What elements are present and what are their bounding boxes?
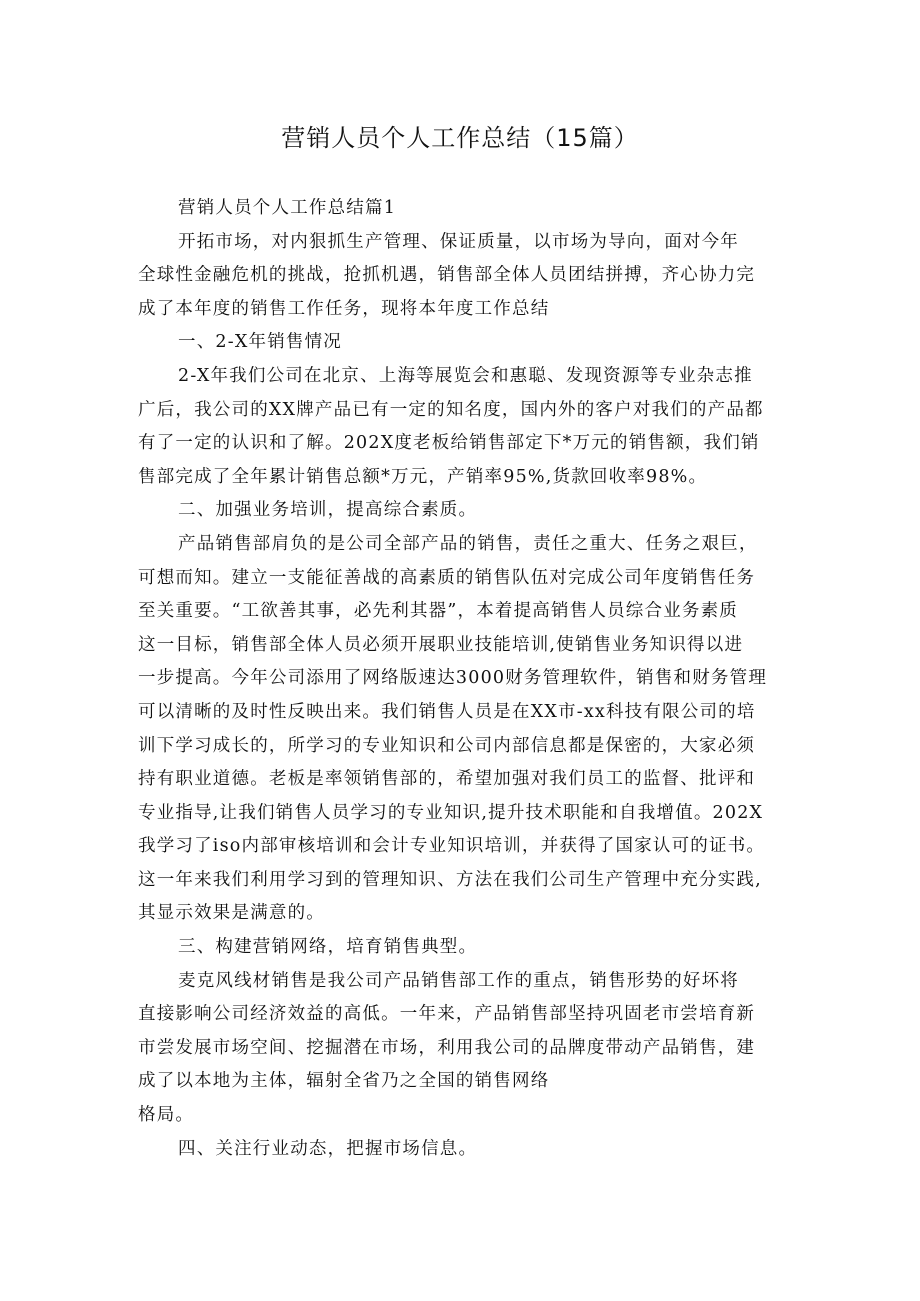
section-heading: 四、关注行业动态，把握市场信息。 [178, 1138, 478, 1159]
section-heading: 营销人员个人工作总结篇1 [178, 198, 397, 218]
paragraph-line: 2-X年我们公司在北京、上海等展览会和惠聪、发现资源等专业杂志推 [178, 365, 753, 386]
paragraph-line: 成了本年度的销售工作任务，现将本年度工作总结 [138, 298, 550, 319]
paragraph-line: 市尝发展市场空间、挖掘潜在市场，利用我公司的品牌度带动产品销售，建 [138, 1037, 756, 1058]
paragraph-line: 我学习了iso内部审核培训和会计专业知识培训，并获得了国家认可的证书。 [138, 836, 766, 857]
paragraph-line: 全球性金融危机的挑战，抢抓机遇，销售部全体人员团结拼搏，齐心协力完 [138, 265, 756, 286]
paragraph-line: 麦克风线材销售是我公司产品销售部工作的重点，销售形势的好坏将 [178, 970, 739, 991]
paragraph-line: 专业指导,让我们销售人员学习的专业知识,提升技术职能和自我增值。202X [138, 802, 764, 823]
paragraph-line: 可想而知。建立一支能征善战的高素质的销售队伍对完成公司年度销售任务 [138, 567, 756, 588]
paragraph-line: 至关重要。“工欲善其事，必先利其器”，本着提高销售人员综合业务素质 [138, 601, 738, 622]
paragraph-line: 开拓市场，对内狠抓生产管理、保证质量，以市场为导向，面对今年 [178, 231, 739, 252]
paragraph-line: 售部完成了全年累计销售总额*万元，产销率95%,货款回收率98%。 [138, 466, 708, 487]
paragraph-line: 其显示效果是满意的。 [138, 903, 325, 924]
paragraph-line: 产品销售部肩负的是公司全部产品的销售，责任之重大、任务之艰巨， [178, 533, 758, 554]
paragraph-line: 持有职业道德。老板是率领销售部的，希望加强对我们员工的监督、批评和 [138, 769, 756, 790]
section-heading: 三、构建营销网络，培育销售典型。 [178, 937, 478, 958]
paragraph-line: 可以清晰的及时性反映出来。我们销售人员是在XX市-xx科技有限公司的培 [138, 701, 756, 722]
paragraph-line: 成了以本地为主体，辐射全省乃之全国的销售网络 [138, 1071, 550, 1092]
paragraph-line: 一步提高。今年公司添用了网络版速达3000财务管理软件，销售和财务管理 [138, 668, 768, 689]
document-body [138, 192, 798, 1166]
paragraph-line: 这一目标，销售部全体人员必须开展职业技能培训,使销售业务知识得以进 [138, 634, 744, 655]
paragraph-line: 这一年来我们利用学习到的管理知识、方法在我们公司生产管理中充分实践, [138, 869, 762, 890]
paragraph-line: 直接影响公司经济效益的高低。一年来，产品销售部坚持巩固老市尝培育新 [138, 1004, 756, 1025]
section-heading: 二、加强业务培训，提高综合素质。 [178, 500, 478, 521]
paragraph-line: 广后，我公司的XX牌产品已有一定的知名度，国内外的客户对我们的产品都 [138, 399, 764, 420]
paragraph-line: 格局。 [138, 1105, 195, 1126]
paragraph-line: 有了一定的认识和了解。202X度老板给销售部定下*万元的销售额，我们销 [138, 433, 760, 454]
document-title: 营销人员个人工作总结（15篇） [281, 124, 639, 152]
section-heading: 一、2-X年销售情况 [178, 332, 343, 353]
paragraph-line: 训下学习成长的，所学习的专业知识和公司内部信息都是保密的，大家必须 [138, 735, 756, 756]
